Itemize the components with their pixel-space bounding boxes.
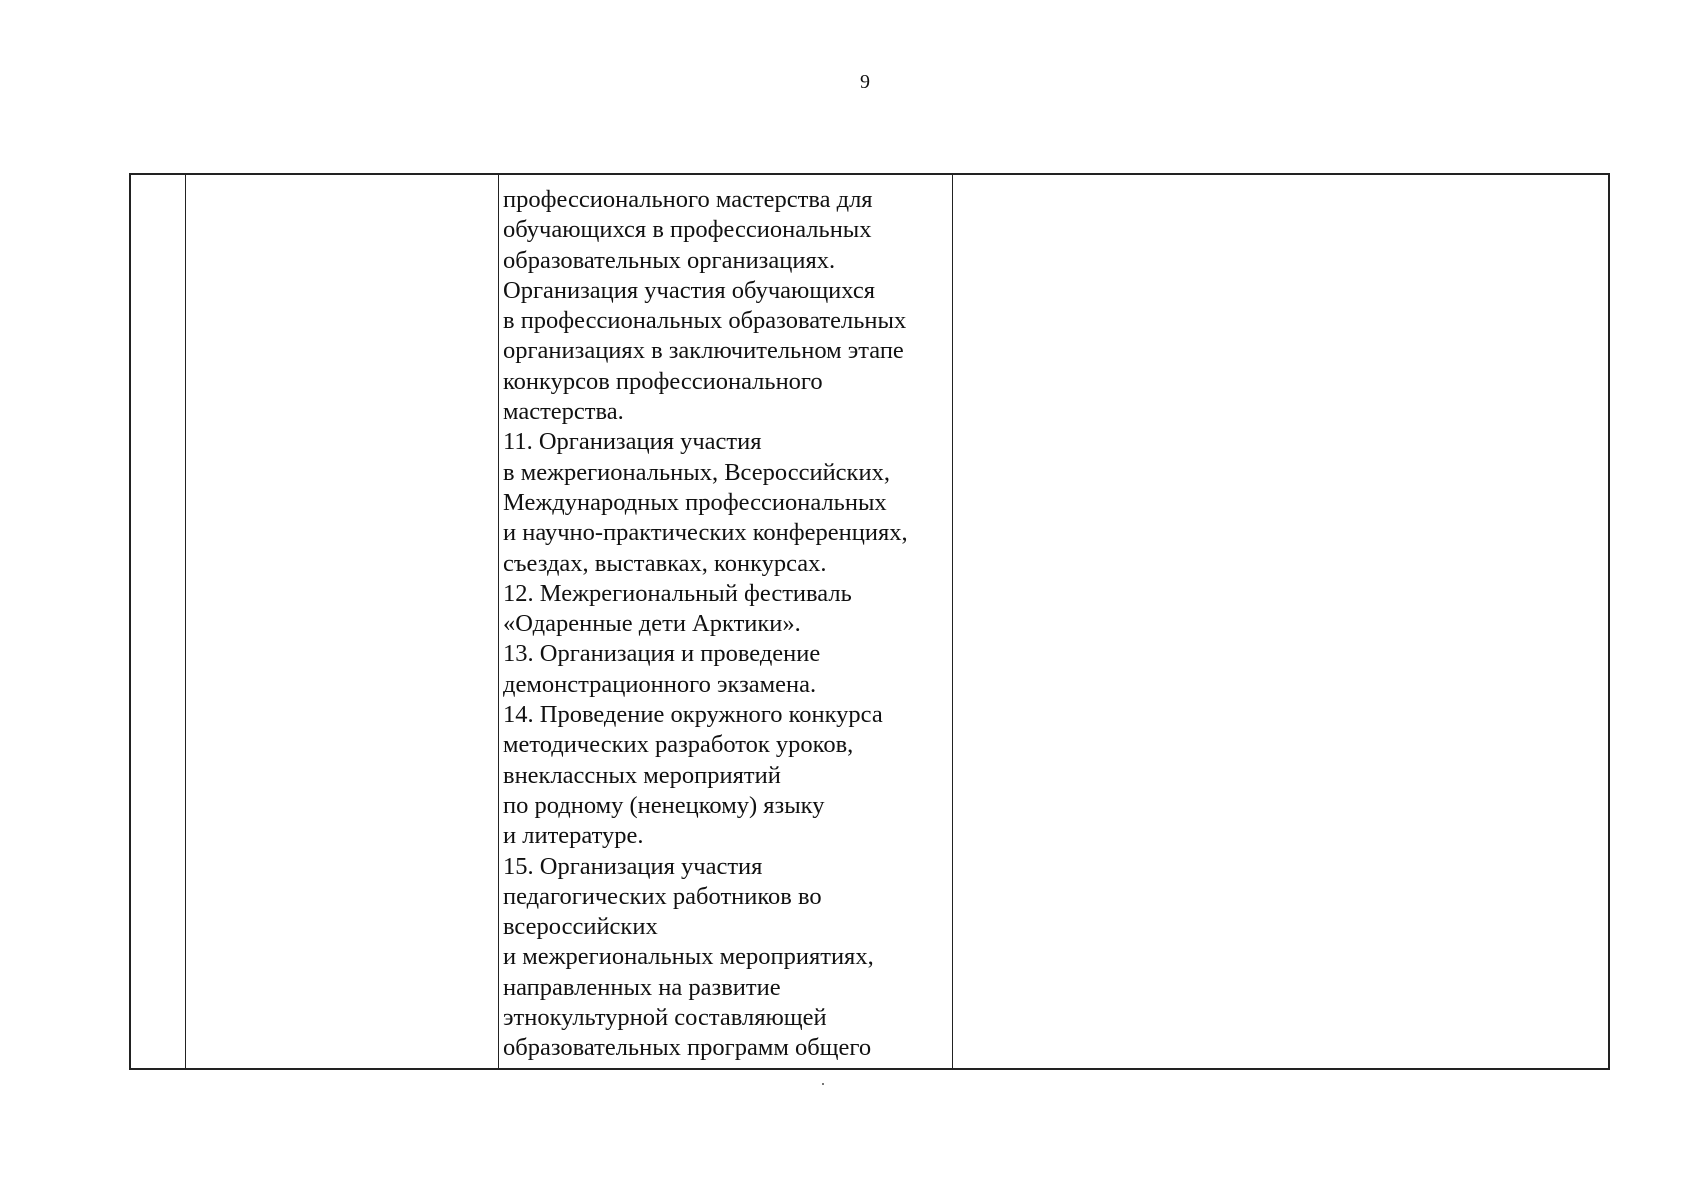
cell-text-line: по родному (ненецкому) языку: [503, 791, 825, 819]
cell-text-line: «Одаренные дети Арктики».: [503, 610, 801, 638]
cell-text-line: в профессиональных образовательных: [503, 307, 907, 335]
cell-text-line: профессионального мастерства для: [503, 186, 873, 213]
cell-text-line: 15. Организация участия: [503, 852, 763, 880]
cell-text-line: съездах, выставках, конкурсах.: [503, 549, 827, 577]
cell-text-line: Организация участия обучающихся: [503, 276, 875, 304]
cell-text-line: в межрегиональных, Всероссийских,: [503, 458, 890, 486]
page-number: 9: [860, 71, 870, 93]
activities-cell: [503, 185, 949, 1064]
cell-text-line: обучающихся в профессиональных: [503, 216, 872, 244]
cell-text-line: методических разработок уроков,: [503, 731, 854, 759]
cell-text-line: 14. Проведение окружного конкурса: [503, 701, 883, 729]
cell-text-line: 13. Организация и проведение: [503, 640, 821, 668]
cell-text-line: организациях в заключительном этапе: [503, 337, 904, 365]
document-table: [129, 173, 1610, 1070]
scan-speck: [822, 1083, 824, 1085]
cell-text-line: демонстрационного экзамена.: [503, 670, 817, 698]
cell-text-line: и научно-практических конференциях,: [503, 519, 908, 547]
column-divider: [952, 175, 953, 1068]
cell-text-line: и межрегиональных мероприятиях,: [503, 943, 874, 971]
cell-text-line: 11. Организация участия: [503, 428, 762, 456]
cell-text-line: этнокультурной составляющей: [503, 1004, 827, 1032]
cell-text-line: педагогических работников во: [503, 882, 822, 910]
cell-text-line: всероссийских: [503, 913, 658, 941]
cell-text-line: 12. Межрегиональный фестиваль: [503, 579, 852, 607]
cell-text-line: внеклассных мероприятий: [503, 761, 781, 789]
cell-text-line: направленных на развитие: [503, 973, 781, 1001]
cell-text-line: образовательных программ общего: [503, 1034, 872, 1062]
cell-text-line: и литературе.: [503, 822, 644, 850]
cell-text-line: мастерства.: [503, 398, 624, 426]
column-divider: [185, 175, 186, 1068]
column-divider: [498, 175, 499, 1068]
cell-text-line: конкурсов профессионального: [503, 367, 823, 395]
cell-text-line: Международных профессиональных: [503, 488, 887, 516]
cell-text-line: образовательных организациях.: [503, 246, 836, 274]
